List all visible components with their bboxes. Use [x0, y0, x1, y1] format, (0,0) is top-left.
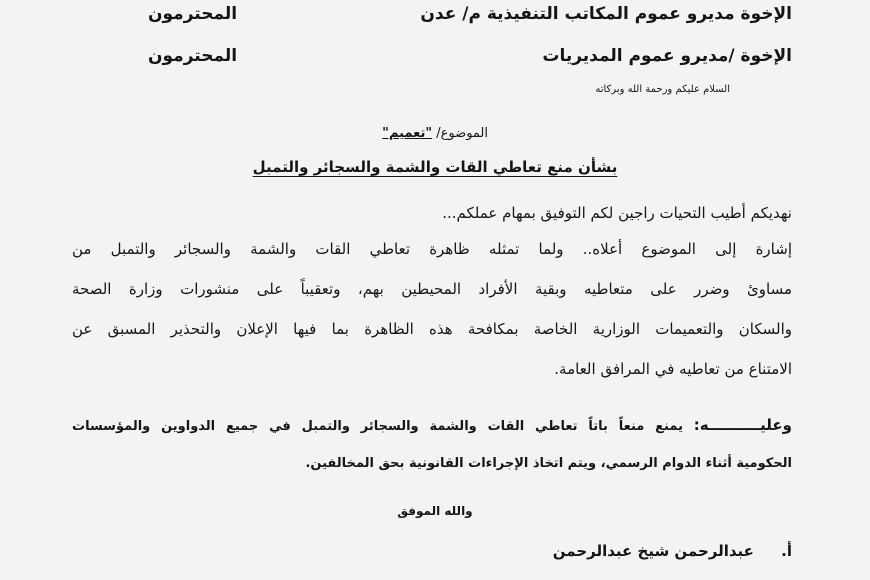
signatory-name: عبدالرحمن شيخ عبدالرحمن: [552, 542, 754, 560]
paragraph-line: الامتناع من تعاطيه في المرافق العامة.: [554, 360, 792, 378]
decision-line: [72, 416, 792, 434]
paragraph-line: إشارة إلى الموضوع أعلاه.. ولما تمثله ظاهرة تعاطي القات والشمة والسجائر والتمبل من: [72, 240, 792, 258]
signature: [553, 542, 792, 560]
subject-line: [382, 126, 488, 141]
greeting: السلام عليكم ورحمة الله وبركاته: [595, 84, 730, 95]
closing-phrase: والله الموفق: [397, 504, 473, 518]
paragraph-line: والسكان والتعميمات الوزارية الخاصة بمكافحة هذه الظاهرة بما فيها الإعلان والتحذير المسبق عن: [72, 320, 792, 338]
respected-label-2: المحترمون: [148, 46, 238, 66]
signatory-title: أ.: [781, 542, 792, 560]
subject-title: بشأن منع تعاطي القات والشمة والسجائر والتمبل: [252, 158, 618, 176]
decision-lead: وعليــــــــــه:: [693, 416, 792, 434]
decision-line: الحكومية أثناء الدوام الرسمي، ويتم اتخاذ الإجراءات القانونية بحق المخالفين.: [305, 456, 792, 471]
intro-line: نهديكم أطيب التحيات راجين لكم التوفيق بمهام عملكم...: [442, 204, 792, 222]
respected-label-1: المحترمون: [148, 4, 238, 24]
subject-value: "تعميم": [382, 126, 433, 141]
subject-label: الموضوع/: [436, 126, 488, 141]
decision-text-1: يمنع منعاً باتاً تعاطي القات والشمة والسجائر والتمبل في جميع الدواوين والمؤسسات: [72, 419, 683, 434]
addressee-line-2: الإخوة /مديرو عموم المديريات: [542, 46, 792, 66]
addressee-line-1: الإخوة مديرو عموم المكاتب التنفيذية م/ عدن: [420, 4, 792, 24]
paragraph-line: مساوئ وضرر على متعاطيه وبقية الأفراد المحيطين بهم، وتعقيباً على منشورات وزارة الصحة: [72, 280, 792, 298]
